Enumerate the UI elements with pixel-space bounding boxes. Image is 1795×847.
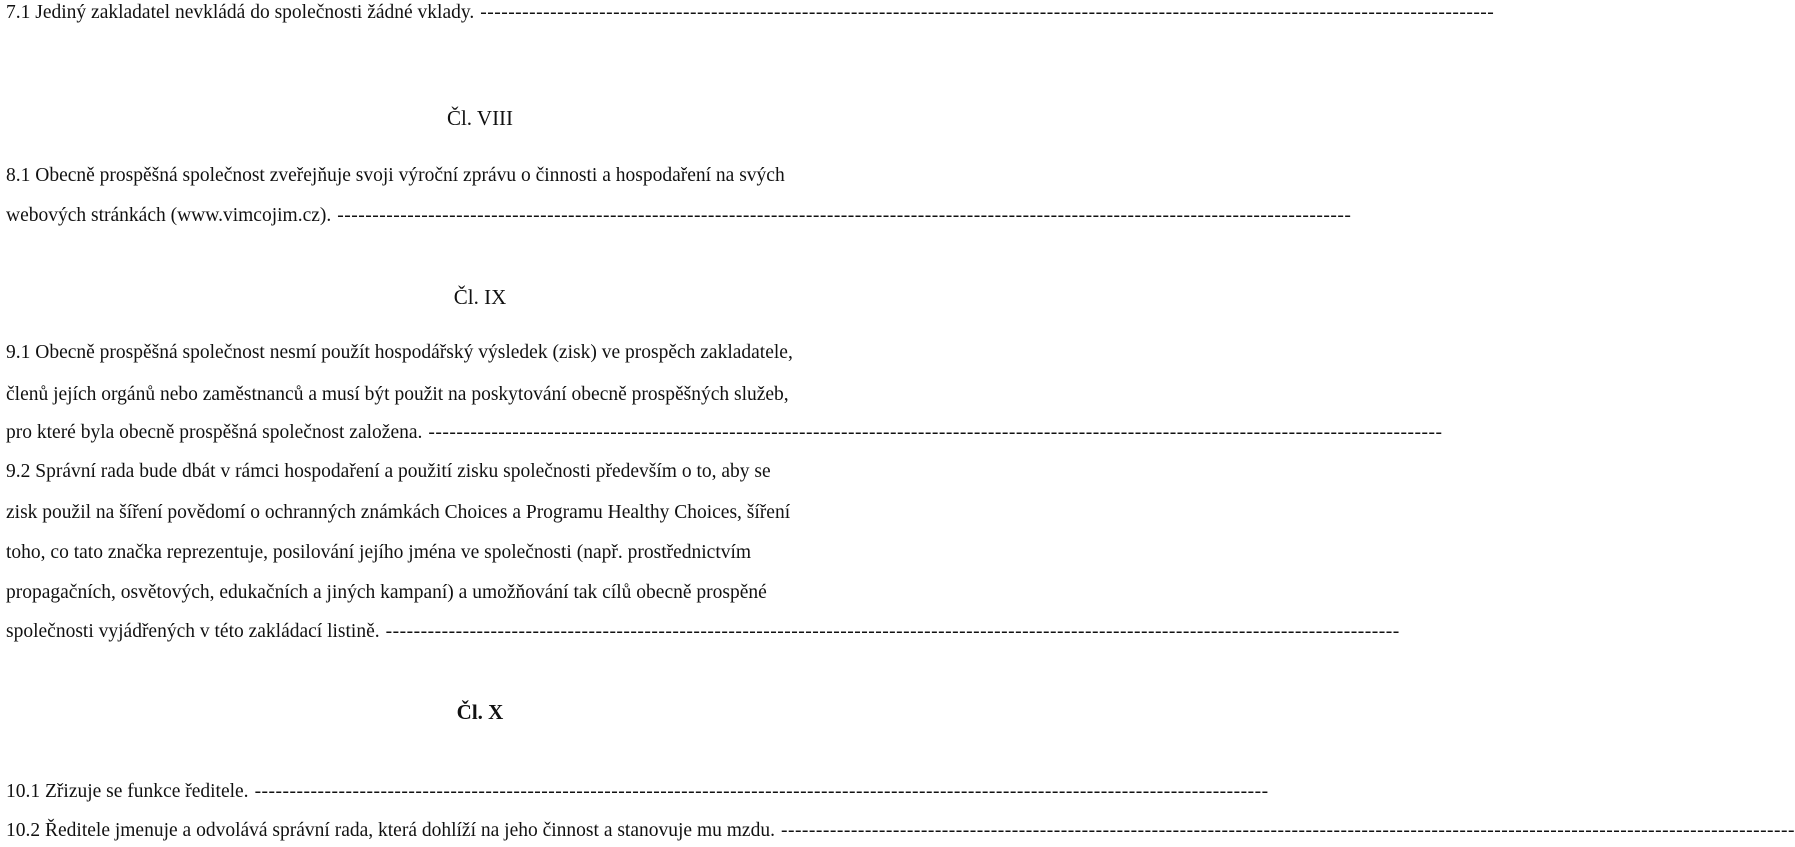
- dash-leader: -------------------------------------------------------------------------------------------------------------------------------------------------: [254, 781, 1269, 802]
- article-heading-viii: Čl. VIII: [446, 106, 514, 130]
- paragraph-9-1-line1: [6, 342, 952, 364]
- paragraph-text: 10.1 Zřizuje se funkce ředitele.: [6, 781, 249, 802]
- paragraph-10-1: [6, 781, 1269, 803]
- paragraph-text: zisk použil na šíření povědomí o ochranných známkách Choices a Programu Healthy Choices, šíření: [6, 502, 791, 523]
- dash-leader: -------------------------------------------------------------------------------------------------------------------------------------------------: [428, 422, 1443, 443]
- paragraph-9-1-line2: [6, 384, 952, 406]
- paragraph-8-1-line1: [6, 165, 952, 187]
- paragraph-text: 9.1 Obecně prospěšná společnost nesmí použít hospodářský výsledek (zisk) ve prospěch zakladatele,: [6, 342, 793, 363]
- paragraph-9-2-line1: [6, 461, 952, 483]
- dash-leader: -------------------------------------------------------------------------------------------------------------------------------------------------: [780, 820, 1795, 841]
- paragraph-text: 8.1 Obecně prospěšná společnost zveřejňuje svoji výroční zprávu o činnosti a hospodaření na svých: [6, 165, 785, 186]
- paragraph-text: společnosti vyjádřených v této zakládací listině.: [6, 621, 380, 642]
- paragraph-9-1-line3: [6, 422, 1443, 444]
- paragraph-text: pro které byla obecně prospěšná společnost založena.: [6, 422, 423, 443]
- paragraph-9-2-line2: [6, 502, 952, 524]
- dash-leader: -------------------------------------------------------------------------------------------------------------------------------------------------: [385, 621, 1400, 642]
- paragraph-9-2-line5: [6, 621, 1400, 643]
- article-heading-x: Čl. X: [456, 700, 504, 724]
- paragraph-text: 10.2 Ředitele jmenuje a odvolává správní rada, která dohlíží na jeho činnost a stanovuje mu mzdu.: [6, 820, 775, 841]
- paragraph-text: 9.2 Správní rada bude dbát v rámci hospodaření a použití zisku společnosti především o to, aby se: [6, 461, 771, 482]
- dash-leader: -------------------------------------------------------------------------------------------------------------------------------------------------: [337, 205, 1352, 226]
- paragraph-10-2: [6, 820, 1795, 842]
- paragraph-8-1-line2: [6, 205, 1352, 227]
- dash-leader: -------------------------------------------------------------------------------------------------------------------------------------------------: [480, 2, 1495, 23]
- paragraph-7-1: [6, 2, 1495, 24]
- paragraph-9-2-line3: [6, 542, 952, 564]
- paragraph-text: webových stránkách (www.vimcojim.cz).: [6, 205, 332, 226]
- paragraph-text: 7.1 Jediný zakladatel nevkládá do společnosti žádné vklady.: [6, 2, 475, 23]
- paragraph-9-2-line4: [6, 582, 952, 604]
- paragraph-text: toho, co tato značka reprezentuje, posilování jejího jména ve společnosti (např. prostřednictvím: [6, 542, 752, 563]
- paragraph-text: členů jejích orgánů nebo zaměstnanců a musí být použit na poskytování obecně prospěšných služeb,: [6, 384, 789, 405]
- article-heading-ix: Čl. IX: [453, 285, 507, 309]
- paragraph-text: propagačních, osvětových, edukačních a jiných kampaní) a umožňování tak cílů obecně prospěné: [6, 582, 767, 603]
